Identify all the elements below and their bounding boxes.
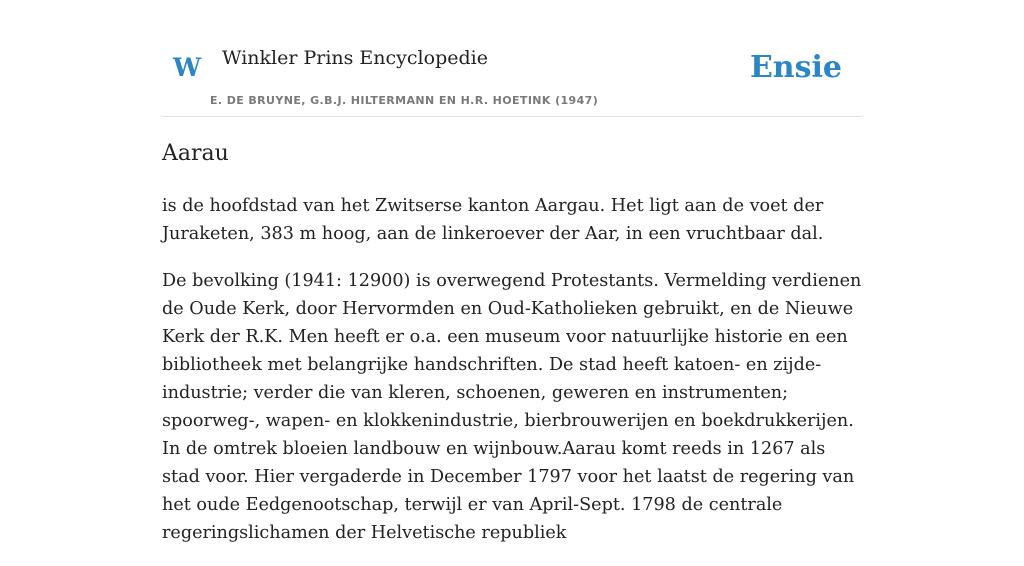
article-body xyxy=(162,192,867,566)
site-header xyxy=(162,36,862,117)
article-paragraph: is de hoofdstad van het Zwitserse kanton Aargau. Het ligt aan de voet der Juraketen, 383 m hoog, aan de linkeroever der Aar, in een vruchtbaar dal. xyxy=(162,196,824,244)
winkler-prins-logo-icon[interactable]: W xyxy=(173,53,202,82)
source-authors: E. DE BRUYNE, G.B.J. HILTERMANN EN H.R. HOETINK (1947) xyxy=(210,94,599,107)
source-title[interactable]: Winkler Prins Encyclopedie xyxy=(222,47,488,69)
article-paragraph: De bevolking (1941: 12900) is overwegend Protestants. Vermelding verdienen de Oude Kerk, door Hervormden en Oud-Katholieken gebruikt, en de Nieuwe Kerk der R.K. Men heeft er o.a. een museum voor natuurlijke historie en een bibliotheek met belangrijke handschriften. De stad heeft katoen- en zijde-industrie; verder die van kleren, schoenen, geweren en instrumenten; spoorweg-, wapen- en klokkenindustrie, bierbrouwerijen en boekdrukkerijen. In de omtrek bloeien landbouw en wijnbouw.Aarau komt reeds in 1267 als stad voor. Hier vergaderde in December 1797 voor het laatst de regering van het oude Eedgenootschap, terwijl er van April-Sept. 1798 de centrale regeringslichamen der Helvetische republiek xyxy=(162,271,862,543)
ensie-logo-link[interactable]: Ensie xyxy=(749,50,842,85)
article-title: Aarau xyxy=(162,141,229,166)
